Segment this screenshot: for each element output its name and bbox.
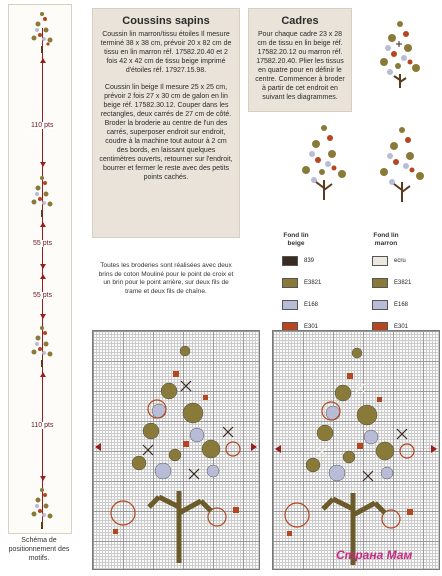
measure-label: 110 pts [31, 422, 54, 429]
swatch [372, 300, 388, 310]
strip-tree-2 [24, 170, 60, 218]
thread-code: E301 [304, 324, 319, 330]
arrow-up-icon [40, 372, 46, 377]
tree-motif-icon [292, 122, 356, 202]
arrow-down-icon [40, 162, 46, 167]
tree-motif-icon [372, 124, 432, 204]
cadres-box [248, 8, 352, 112]
cross-stitch-chart-marron [272, 330, 440, 570]
measure-label: 55 pts [33, 292, 53, 299]
positioning-strip [8, 4, 72, 534]
cadres-title: Cadres [281, 15, 319, 27]
arrow-down-icon [40, 264, 46, 269]
legend-marron [372, 256, 411, 332]
arrow-down-icon [40, 476, 46, 481]
measure-label: 55 pts [33, 240, 53, 247]
strip-tree-4 [24, 482, 60, 530]
arrow-up-icon [40, 274, 46, 279]
measure-label: 110 pts [31, 122, 54, 129]
coussins-box [92, 8, 240, 238]
arrow-up-icon [40, 58, 46, 63]
thread-code: E301 [394, 324, 409, 330]
tree-pattern [273, 331, 439, 569]
strip-tree-1 [24, 6, 60, 54]
arrow-down-icon [40, 314, 46, 319]
site-watermark: Страна Мам [336, 548, 413, 562]
thread-code: E168 [394, 302, 409, 308]
cadres-para: Pour chaque cadre 23 x 28 cm de tissu en lin beige réf. 17582.20.12 ou marron réf. 17582.20.40. Plier les tissus en quatre pour en définir le centre. Commencer à broder à partir de cet endroit en suivant les diagrammes. [255, 31, 345, 101]
swatch [372, 278, 388, 288]
thread-code: 839 [304, 258, 315, 264]
swatch [372, 256, 388, 266]
thread-code: ecru [394, 258, 406, 264]
legend-marron-title: Fond lin marron [373, 232, 399, 247]
strip-caption: Schéma de positionnement des motifs. [8, 537, 70, 562]
thread-code: E3821 [304, 280, 322, 286]
swatch [282, 256, 298, 266]
strip-tree-3 [24, 320, 60, 368]
legend-beige-title: Fond lin beige [283, 232, 309, 247]
arrow-up-icon [40, 222, 46, 227]
coussins-para-2: Coussin lin beige Il mesure 25 x 25 cm, prévoir 2 fois 27 x 30 cm de galon en lin beige réf. 17582.30.12. Couper dans les rectangles, deux carrés de 27 cm de côté. Broder la broderie au centre de l'un des carrés, superposer endroit sur endroit, coudre à la machine tout autour à 2 cm des bords, en laissant quelques centimètres ouverts, retourner sur l'endroit, bourrer et fermer le reste avec des petits points cachés. [99, 84, 233, 181]
tree-motif-icon [368, 18, 432, 90]
coussins-title: Coussins sapins [122, 15, 210, 27]
embroidery-note: Toutes les broderies sont réalisées avec deux brins de coton Mouliné pour le point de croix et un brin pour le point arrière, sur deux fils de trame et deux fils de chaîne. [98, 262, 234, 295]
legend-beige [282, 256, 321, 332]
thread-code: E168 [304, 302, 319, 308]
thread-code: E3821 [394, 280, 412, 286]
swatch [282, 300, 298, 310]
swatch [282, 278, 298, 288]
cross-stitch-chart-beige [92, 330, 260, 570]
coussins-para-1: Coussin lin marron/tissu étoiles Il mesure terminé 38 x 38 cm, prévoir 20 x 82 cm de tissu en lin marron réf. 17582.20.40 et 2 fois 42 x 42 cm de tissu beige imprimé d'étoiles réf. 17927.15.98. [100, 31, 232, 74]
tree-pattern [93, 331, 259, 569]
